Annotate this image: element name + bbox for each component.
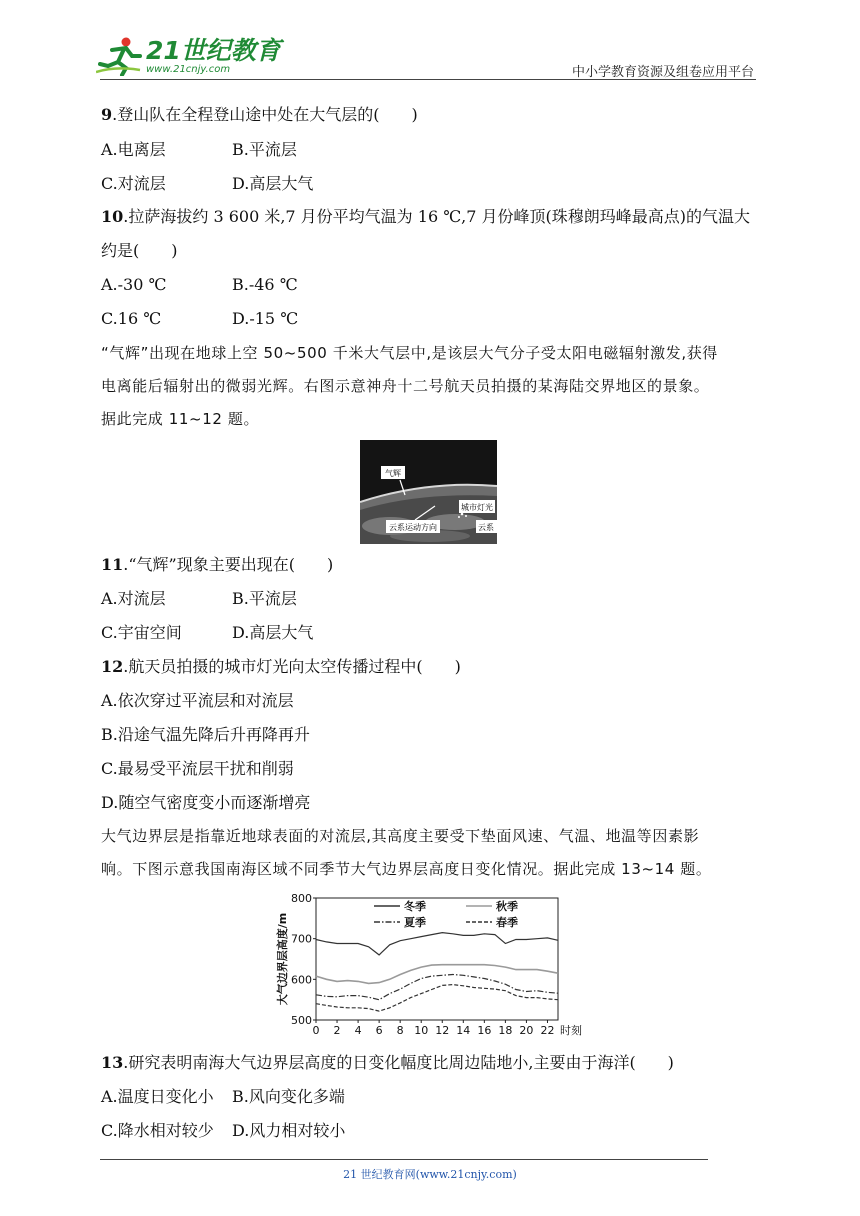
- question-10-stem-cont: 约是( ): [101, 241, 178, 260]
- option-b[interactable]: B.-46 ℃: [232, 275, 298, 294]
- city-lights-label: 城市灯光: [461, 503, 493, 512]
- site-tagline: 中小学教育资源及组卷应用平台: [571, 65, 754, 80]
- option-c[interactable]: C.对流层: [101, 174, 166, 193]
- option-c[interactable]: C.宇宙空间: [101, 623, 182, 642]
- option-a[interactable]: A.电离层: [101, 140, 166, 159]
- question-text: .航天员拍摄的城市灯光向太空传播过程中( ): [123, 657, 461, 676]
- option-a[interactable]: A.温度日变化小: [101, 1087, 214, 1106]
- header-divider: [100, 79, 756, 80]
- option-c[interactable]: C.降水相对较少: [101, 1121, 214, 1140]
- page-header: [96, 30, 756, 82]
- option-d[interactable]: D.风力相对较小: [232, 1121, 346, 1140]
- y-tick-label: 700: [291, 932, 312, 946]
- earth-airglow-photo: [360, 440, 497, 544]
- option-b[interactable]: B.平流层: [232, 140, 297, 159]
- airglow-label: 气辉: [385, 469, 401, 478]
- site-logo[interactable]: [96, 36, 281, 76]
- option-d[interactable]: D.随空气密度变小而逐渐增亮: [101, 793, 311, 812]
- x-tick-label: 18: [498, 1024, 513, 1037]
- series-line-1: [316, 965, 558, 984]
- x-tick-label: 2: [333, 1024, 341, 1037]
- legend-label: 夏季: [404, 916, 426, 929]
- y-tick-label: 800: [291, 892, 312, 905]
- legend-label: 冬季: [404, 900, 426, 913]
- x-tick-label: 12: [435, 1024, 450, 1037]
- option-b[interactable]: B.平流层: [232, 589, 297, 608]
- boundary-layer-chart: [270, 888, 600, 1038]
- x-tick-label: 20: [519, 1024, 534, 1037]
- clouds-label: 云系: [478, 523, 494, 532]
- logo-url: www.21cnjy.com: [146, 63, 231, 75]
- x-tick-label: 16: [477, 1024, 492, 1037]
- question-13-stem: [101, 1052, 674, 1074]
- question-text: .登山队在全程登山途中处在大气层的( ): [112, 105, 418, 124]
- footer-divider: [100, 1159, 708, 1160]
- x-tick-label: 10: [414, 1024, 429, 1037]
- cloud-motion-label: 云系运动方向: [389, 523, 437, 532]
- series-line-0: [316, 933, 558, 955]
- question-11-stem: [101, 554, 333, 576]
- line-chart: [270, 888, 600, 1038]
- passage-2-line-1: 大气边界层是指靠近地球表面的对流层,其高度主要受下垫面风速、气温、地温等因素影: [101, 827, 700, 845]
- option-a[interactable]: A.依次穿过平流层和对流层: [101, 691, 294, 710]
- x-axis-label: 时刻: [560, 1024, 582, 1037]
- option-d[interactable]: D.高层大气: [232, 174, 314, 193]
- x-tick-label: 14: [456, 1024, 471, 1037]
- option-c[interactable]: C.16 ℃: [101, 309, 162, 328]
- option-a[interactable]: A.-30 ℃: [101, 275, 167, 294]
- passage-1-line-3: 据此完成 11~12 题。: [101, 410, 260, 428]
- question-text: .拉萨海拔约 3 600 米,7 月份平均气温为 16 ℃,7 月份峰顶(珠穆朗玛峰最高点)的气温大: [123, 207, 750, 226]
- question-number: 13: [101, 1053, 124, 1072]
- question-text: .研究表明南海大气边界层高度的日变化幅度比周边陆地小,主要由于海洋( ): [123, 1053, 674, 1072]
- option-b[interactable]: B.沿途气温先降后升再降再升: [101, 725, 310, 744]
- x-tick-label: 6: [375, 1024, 383, 1037]
- passage-1-line-1: “气辉”出现在地球上空 50~500 千米大气层中,是该层大气分子受太阳电磁辐射激发,获得: [101, 344, 718, 362]
- question-text: .“气辉”现象主要出现在( ): [123, 555, 334, 574]
- question-10-stem: [101, 206, 750, 228]
- question-number: 11: [101, 555, 124, 574]
- question-12-stem: [101, 656, 461, 678]
- logo-title: 21世纪教育: [146, 35, 281, 65]
- y-axis-label: 大气边界层高度/m: [276, 912, 289, 1006]
- x-tick-label: 4: [354, 1024, 362, 1037]
- option-c[interactable]: C.最易受平流层干扰和削弱: [101, 759, 294, 778]
- option-a[interactable]: A.对流层: [101, 589, 166, 608]
- y-tick-label: 500: [291, 1014, 312, 1027]
- page-footer[interactable]: 21 世纪教育网(www.21cnjy.com): [343, 1168, 517, 1181]
- option-d[interactable]: D.高层大气: [232, 623, 314, 642]
- question-number: 10: [101, 207, 124, 226]
- x-tick-label: 0: [312, 1024, 320, 1037]
- x-tick-label: 22: [540, 1024, 555, 1037]
- question-9-stem: [101, 104, 418, 126]
- x-tick-label: 8: [396, 1024, 404, 1037]
- series-line-3: [316, 985, 558, 1012]
- option-b[interactable]: B.风向变化多端: [232, 1087, 345, 1106]
- passage-2-line-2: 响。下图示意我国南海区域不同季节大气边界层高度日变化情况。据此完成 13~14 题。: [101, 860, 712, 878]
- plot-frame: [316, 898, 558, 1020]
- legend-label: 秋季: [496, 900, 518, 913]
- runner-logo-icon: [96, 36, 142, 76]
- option-d[interactable]: D.-15 ℃: [232, 309, 299, 328]
- legend-label: 春季: [496, 916, 518, 929]
- passage-1-line-2: 电离能后辐射出的微弱光辉。右图示意神舟十二号航天员拍摄的某海陆交界地区的景象。: [101, 377, 710, 395]
- y-tick-label: 600: [291, 973, 312, 987]
- question-number: 9: [101, 105, 113, 124]
- question-number: 12: [101, 657, 124, 676]
